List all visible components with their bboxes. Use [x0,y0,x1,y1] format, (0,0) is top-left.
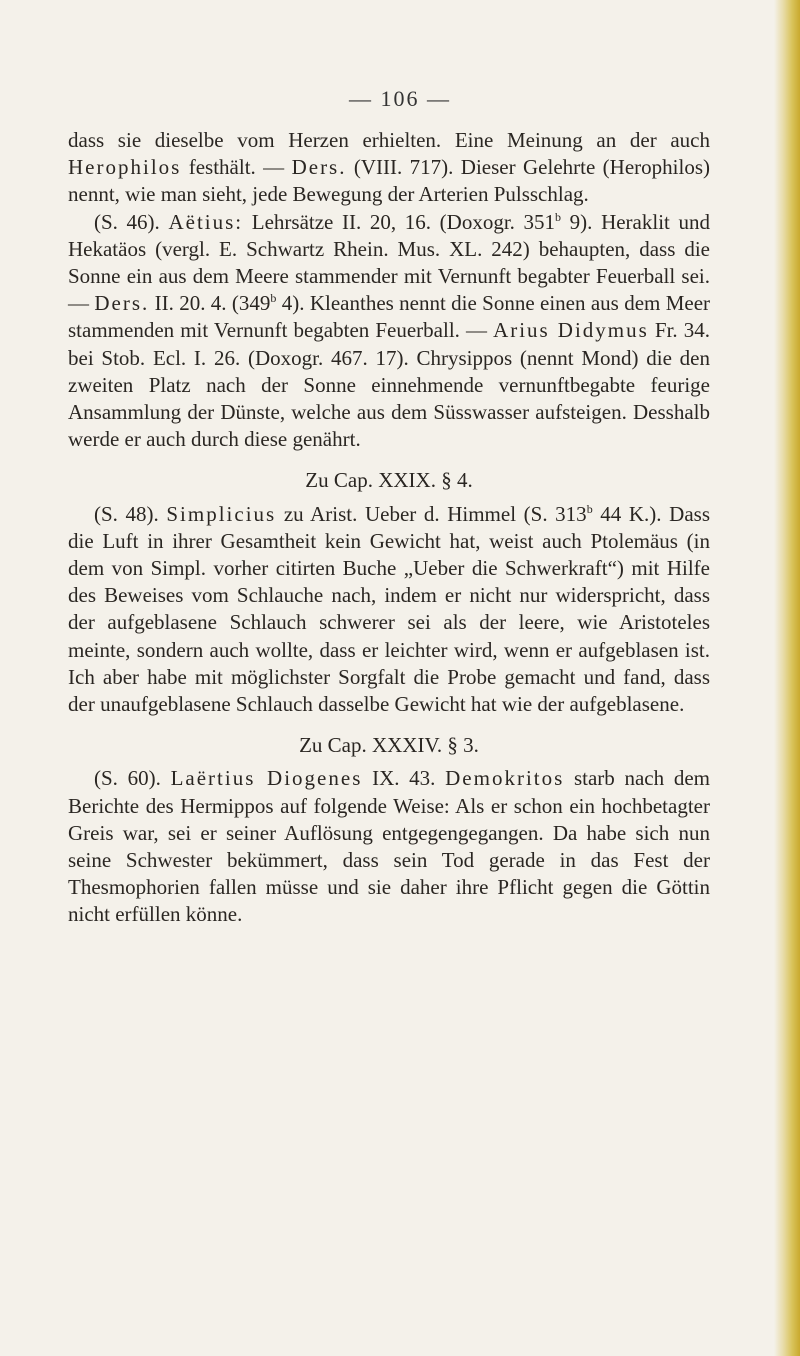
text-run: (S. 60). [94,766,171,791]
text-run: Lehrsätze II. 20, 16. (Doxogr. 351 [243,209,556,234]
text-run: festhält. — [181,155,292,180]
spaced-name: Demokritos [445,766,565,791]
spaced-name: Ders. [291,155,347,180]
text-run: Zu Cap. XXXIV. § 3. [299,733,479,758]
spaced-name: Ders. [94,291,150,316]
spaced-name: Arius Didymus [493,318,649,343]
paragraph [68,127,710,209]
paragraph [68,209,710,454]
spaced-name: Simplicius [166,501,277,526]
superscript: b [586,501,593,516]
text-run: dass sie dieselbe vom Herzen erhielten. Eine Meinung an der auch [68,128,710,152]
text-run: (S. 46). [94,209,169,234]
section-heading [68,732,710,759]
text-run: 4). Kleanthes nennt die Sonne einen aus dem Meer stammenden mit Vernunft begabten Feuerball. — [68,291,711,343]
paragraph [68,501,710,719]
superscript: b [270,291,277,306]
page-number: — 106 — [349,86,451,111]
spaced-name: Aëtius: [168,209,244,234]
text-run: 9). Heraklit und Hekatäos (vergl. E. Schwartz Rhein. Mus. XL. 242) behaupten, dass die Sonne ein aus dem Meere stammender mit Vernunft begabter Feuerball sei. — [68,209,711,316]
text-run: II. 20. 4. (349 [149,291,271,316]
spaced-name: Herophilos [68,155,182,180]
superscript: b [555,209,562,224]
text-run: IX. 43. [362,766,446,791]
page-edge [774,0,800,1356]
section-heading [68,467,710,494]
paragraph [68,765,710,928]
text-run: starb nach dem Berichte des Hermippos auf folgende Weise: Als er schon ein hochbetagter Greis war, sei er seiner Auflösung entgegengegangen. Da habe sich nun seine Schwester bekümmert, dass sein Tod gerade in das Fest der Thesmophorien fallen müsse und sie daher ihre Pflicht gegen die Göttin nicht erfüllen könne. [68,766,710,927]
text-run: Zu Cap. XXIX. § 4. [305,468,473,493]
text-run: 44 K.). Dass die Luft in ihrer Gesamtheit kein Gewicht hat, weist auch Ptolemäus (in dem von Simpl. vorher citirten Buche „Ueber die Schwerkraft“) mit Hilfe des Beweises vom Schlauche nach, indem er nicht nur widerspricht, dass der aufgeblasene Schlauch schwerer sei als der leere, wie Aristoteles meinte, sondern auch wollte, dass er leichter wird, wenn er aufgeblasen ist. Ich aber habe mit möglichster Sorgfalt die Probe gemacht und fand, dass der unaufgeblasene Schlauch dasselbe Gewicht hat wie der aufgeblasene. [68,501,710,717]
spaced-name: Laërtius Diogenes [170,766,363,791]
body-text [68,127,710,929]
text-run: (S. 48). [94,501,167,526]
text-run: Fr. 34. bei Stob. Ecl. I. 26. (Doxogr. 467. 17). Chrysippos (nennt Mond) die den zweiten Platz nach der Sonne einnehmende vernunftbegabte feurige Ansammlung der Dünste, welche aus dem Süsswasser aufsteigen. Desshalb werde er auch durch diese genährt. [68,318,710,452]
text-run: zu Arist. Ueber d. Himmel (S. 313 [276,501,587,526]
text-run: (VIII. 717). Dieser Gelehrte (Herophilos) nennt, wie man sieht, jede Bewegung der Arterien Pulsschlag. [68,155,710,207]
